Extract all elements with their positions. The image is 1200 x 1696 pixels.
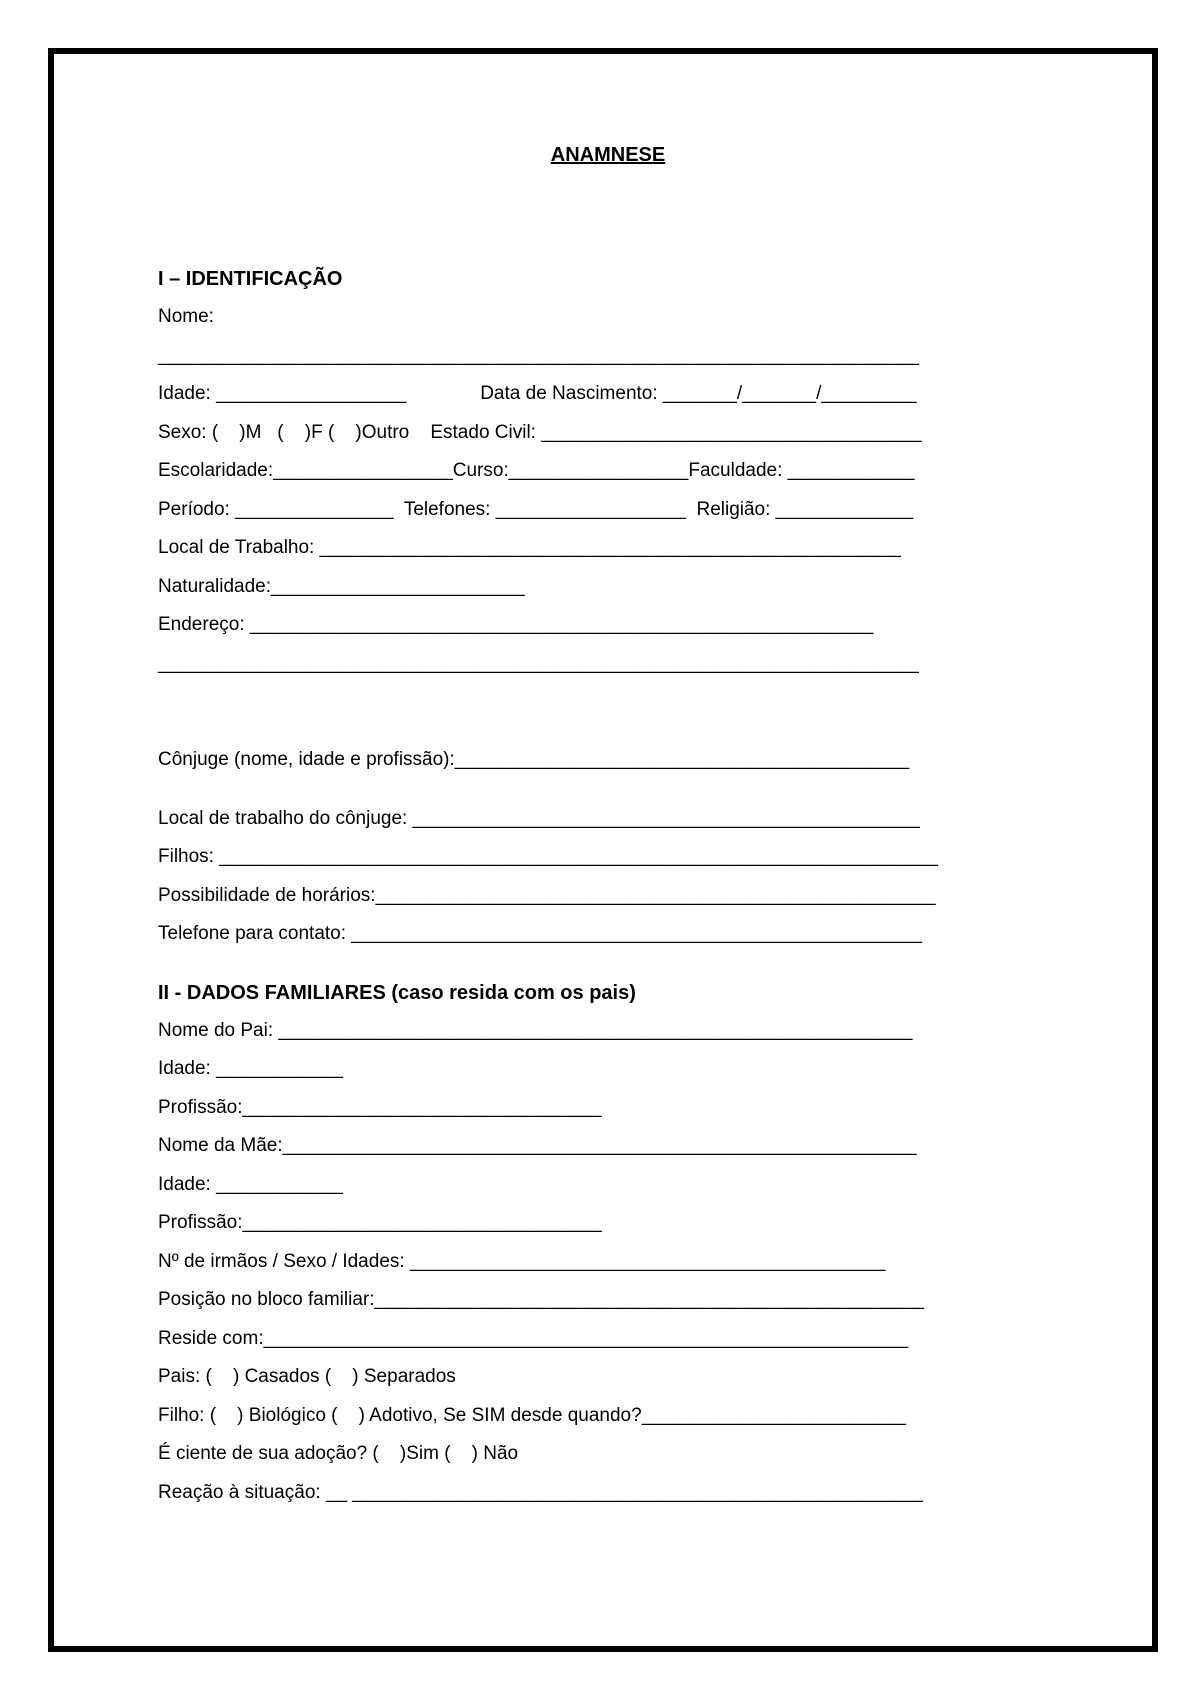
field-ciente-adocao[interactable]: É ciente de sua adoção? ( )Sim ( ) Não [158,1443,519,1464]
field-trabalho-conjuge[interactable]: Local de trabalho do cônjuge: ________________________________________________ [158,807,920,829]
field-telefone-contato[interactable]: Telefone para contato: ______________________________________________________ [158,923,922,944]
field-nome-mae[interactable]: Nome da Mãe:____________________________________________________________ [158,1135,917,1156]
field-posicao-familiar[interactable]: Posição no bloco familiar:____________________________________________________ [158,1289,924,1310]
form-title: ANAMNESE [550,144,666,166]
field-endereco[interactable]: Endereço: ___________________________________________________________ [158,614,874,635]
field-nome[interactable]: Nome: [158,306,214,327]
field-endereco-line[interactable]: ________________________________________________________________________ [158,652,919,674]
field-idade-pai[interactable]: Idade: ____________ [158,1058,343,1079]
field-naturalidade[interactable]: Naturalidade:________________________ [158,575,525,597]
field-nome-line[interactable]: ________________________________________________________________________ [158,344,919,366]
field-periodo[interactable]: Período: _______________ Telefones: __________________ Religião: _____________ [158,498,914,520]
field-filhos[interactable]: Filhos: ____________________________________________________________________ [158,846,938,867]
anamnese-form [158,140,1058,1512]
field-filho-tipo[interactable]: Filho: ( ) Biológico ( ) Adotivo, Se SIM desde quando?_________________________ [158,1404,906,1426]
field-sexo-estado-civil[interactable]: Sexo: ( )M ( )F ( )Outro Estado Civil: ____________________________________ [158,421,922,443]
field-escolaridade[interactable]: Escolaridade:_________________Curso:_________________Faculdade: ____________ [158,460,915,481]
field-reside-com[interactable]: Reside com:_____________________________________________________________ [158,1327,909,1349]
field-reacao-situacao[interactable]: Reação à situação: __ ______________________________________________________ [158,1481,923,1503]
field-nome-pai[interactable]: Nome do Pai: ____________________________________________________________ [158,1019,913,1041]
field-local-trabalho[interactable]: Local de Trabalho: _______________________________________________________ [158,537,901,558]
field-profissao-mae[interactable]: Profissão:__________________________________ [158,1212,602,1233]
field-idade-mae[interactable]: Idade: ____________ [158,1173,343,1195]
section-identificacao-heading: I – IDENTIFICAÇÃO [158,268,343,290]
field-irmaos[interactable]: Nº de irmãos / Sexo / Idades: _____________________________________________ [158,1250,886,1272]
field-profissao-pai[interactable]: Profissão:__________________________________ [158,1096,602,1118]
field-conjuge[interactable]: Cônjuge (nome, idade e profissão):___________________________________________ [158,749,910,770]
field-idade-nascimento[interactable]: Idade: __________________ Data de Nascimento: _______/_______/_________ [158,383,917,404]
section-dados-familiares-heading: II - DADOS FAMILIARES (caso resida com os pais) [158,981,636,1004]
field-pais-estado[interactable]: Pais: ( ) Casados ( ) Separados [158,1366,456,1387]
field-horarios[interactable]: Possibilidade de horários:_____________________________________________________ [158,884,936,906]
